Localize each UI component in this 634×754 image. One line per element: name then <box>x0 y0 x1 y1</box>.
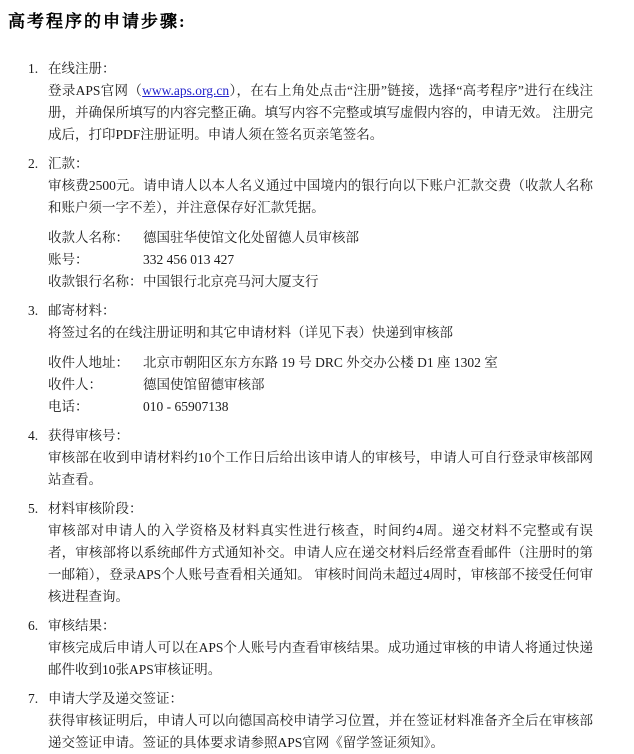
body-text: ），在右上角处点击“注册”链接，选择“高考程序”进行在线注册，并确保所填写的内容完整正确。填写内容不完整或填写虚假内容的，申请无效。 注册完成后，打印PDF注册证明。申请人须在签名页亲笔签名。 <box>48 83 594 142</box>
detail-label: 收件人： <box>48 377 102 392</box>
step-body: 审核部对申请人的入学资格及材料真实性进行核查，时间约4周。递交材料不完整或有误者，审核部将以系统邮件方式通知补交。申请人应在递交材料后经常查看邮件（注册时的第一邮箱），登录APS个人账号查看相关通知。 审核时间尚未超过4周时，审核部不接受任何审核进程查询。 <box>48 523 593 604</box>
mailing-details <box>48 352 593 418</box>
step-body: 审核完成后申请人可以在APS个人账号内查看审核结果。成功通过审核的申请人将通过快递邮件收到10张APS审核证明。 <box>48 640 593 677</box>
step-number: 3. <box>28 303 39 318</box>
step-body: 审核费2500元。请申请人以本人名义通过中国境内的银行向以下账户汇款交费（收款人名称和账户须一字不差），并注意保存好汇款凭据。 <box>48 178 593 215</box>
step-content <box>48 300 593 418</box>
step-content <box>48 58 593 146</box>
step-content <box>48 688 593 754</box>
detail-value: 中国银行北京亮马河大厦支行 <box>143 274 319 289</box>
step-body: 获得审核证明后，申请人可以向德国高校申请学习位置，并在签证材料准备齐全后在审核部递交签证申请。签证的具体要求请参照APS官网《留学签证须知》。 <box>48 713 593 750</box>
bank-details <box>48 227 593 293</box>
page-title: 高考程序的申请步骤: <box>8 12 187 31</box>
step-number: 5. <box>28 501 39 516</box>
step-review-result <box>8 615 593 681</box>
detail-row-payee-name <box>48 227 593 249</box>
step-online-registration <box>8 58 593 146</box>
detail-label: 账号： <box>48 252 89 267</box>
detail-value: 德国使馆留德审核部 <box>143 377 265 392</box>
step-number: 2. <box>28 156 39 171</box>
step-content <box>48 498 593 608</box>
step-number: 1. <box>28 61 39 76</box>
detail-label: 收件人地址： <box>48 355 129 370</box>
step-body <box>48 80 593 146</box>
detail-value: 332 456 013 427 <box>143 252 235 267</box>
body-text: 登录APS官网（ <box>48 83 143 98</box>
step-heading: 材料审核阶段： <box>48 501 143 516</box>
detail-label: 收款人名称： <box>48 230 129 245</box>
step-remittance <box>8 153 593 293</box>
step-get-review-number <box>8 425 593 491</box>
detail-value: 北京市朝阳区东方东路 19 号 DRC 外交办公楼 D1 座 1302 室 <box>143 355 498 370</box>
step-heading: 在线注册： <box>48 61 116 76</box>
step-heading: 审核结果： <box>48 618 116 633</box>
step-heading: 邮寄材料： <box>48 303 116 318</box>
detail-row-bank-name <box>48 271 593 293</box>
detail-row-recipient <box>48 374 593 396</box>
step-heading: 汇款： <box>48 156 89 171</box>
detail-label: 电话： <box>48 399 89 414</box>
detail-row-phone <box>48 396 593 418</box>
step-apply-university-visa <box>8 688 593 754</box>
step-heading: 获得审核号： <box>48 428 129 443</box>
step-content <box>48 153 593 293</box>
step-body: 审核部在收到申请材料约10个工作日后给出该申请人的审核号，申请人可自行登录审核部网站查看。 <box>48 450 593 487</box>
step-material-review-phase <box>8 498 593 608</box>
step-mail-materials <box>8 300 593 418</box>
aps-website-link[interactable]: www.aps.org.cn <box>142 83 230 98</box>
step-number: 7. <box>28 691 39 706</box>
step-number: 4. <box>28 428 39 443</box>
detail-value: 010 - 65907138 <box>143 399 229 414</box>
detail-row-recipient-address <box>48 352 593 374</box>
detail-row-account-number <box>48 249 593 271</box>
step-content <box>48 425 593 491</box>
step-content <box>48 615 593 681</box>
detail-value: 德国驻华使馆文化处留德人员审核部 <box>143 230 359 245</box>
step-heading: 申请大学及递交签证： <box>48 691 183 706</box>
step-body: 将签过名的在线注册证明和其它申请材料（详见下表）快递到审核部 <box>48 325 453 340</box>
detail-label: 收款银行名称： <box>48 274 143 289</box>
step-number: 6. <box>28 618 39 633</box>
